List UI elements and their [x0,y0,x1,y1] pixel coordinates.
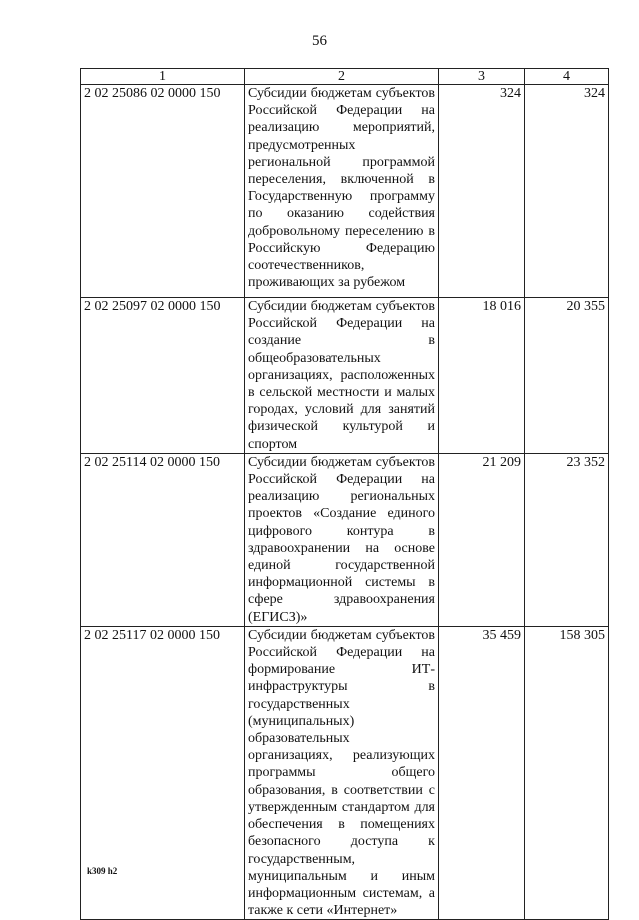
column-header-2: 2 [245,69,439,85]
value-column-4: 158 305 [525,626,609,919]
budget-code: 2 02 25097 02 0000 150 [81,298,245,454]
value-column-4: 20 355 [525,298,609,454]
row-description: Субсидии бюджетам субъектов Российской Федерации на создание в общеобразовательных организациях, расположенных в сельской местности и малых городах, условий для занятий физической культурой и спортом [245,298,439,454]
table-row [81,85,609,298]
row-description: Субсидии бюджетам субъектов Российской Федерации на реализацию региональных проектов «Создание единого цифрового контура в здравоохранении на основе единой государственной информационной системы в сфере здравоохранения (ЕГИСЗ)» [245,453,439,626]
table-row [81,453,609,626]
value-column-3: 18 016 [439,298,525,454]
column-header-3: 3 [439,69,525,85]
value-column-4: 23 352 [525,453,609,626]
value-column-3: 324 [439,85,525,298]
value-column-3: 35 459 [439,626,525,919]
row-description: Субсидии бюджетам субъектов Российской Федерации на формирование ИТ-инфраструктуры в государственных (муниципальных) образовательных организациях, реализующих программы общего образования, в соответствии с утвержденным стандартом для обеспечения в помещениях безопасного доступа к государственным, муниципальным и иным информационным системам, а также к сети «Интернет» [245,626,439,919]
table-row [81,626,609,919]
column-header-4: 4 [525,69,609,85]
column-header-1: 1 [81,69,245,85]
budget-code: 2 02 25086 02 0000 150 [81,85,245,298]
budget-code: 2 02 25117 02 0000 150 [81,626,245,919]
value-column-4: 324 [525,85,609,298]
table-row [81,298,609,454]
budget-table [80,68,609,920]
table-header-row [81,69,609,85]
page-number: 56 [312,33,327,49]
budget-code: 2 02 25114 02 0000 150 [81,453,245,626]
document-footer-code: k309 h2 [87,866,118,876]
value-column-3: 21 209 [439,453,525,626]
row-description: Субсидии бюджетам субъектов Российской Федерации на реализацию мероприятий, предусмотренных региональной программой переселения, включенной в Государственную программу по оказанию содействия добровольному переселению в Российскую Федерацию соотечественников, проживающих за рубежом [245,85,439,298]
